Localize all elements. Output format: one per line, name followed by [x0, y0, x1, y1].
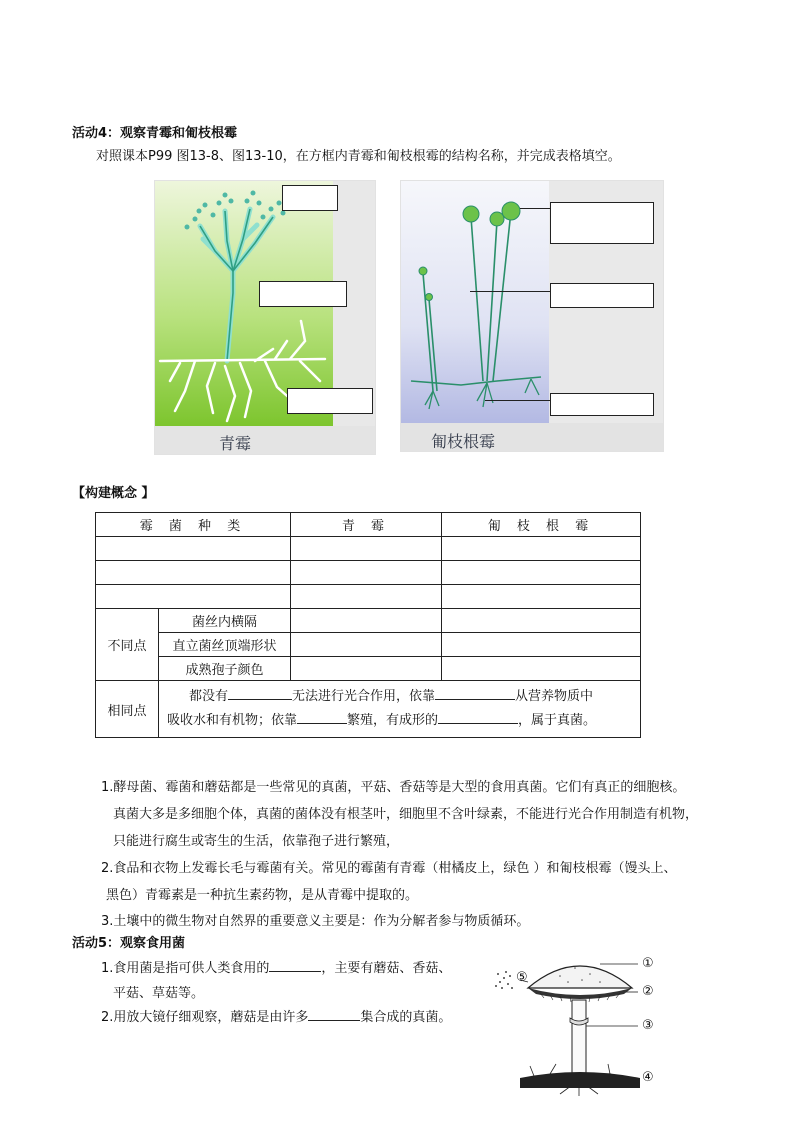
same-label: 相同点 — [96, 681, 159, 738]
note-2-line-1: 2.食品和衣物上发霉长毛与霉菌有关。常见的霉菌有青霉（柑橘皮上，绿色 ）和匍枝根霉（馒头上、 — [101, 861, 677, 876]
table-cell-blank[interactable] — [442, 585, 641, 609]
table-cell-blank[interactable] — [442, 537, 641, 561]
activity4-title: 活动4：观察青霉和匍枝根霉 — [72, 126, 238, 141]
table-header-type: 霉 菌 种 类 — [96, 513, 291, 537]
mushroom-diagram — [490, 946, 660, 1096]
table-cell-blank[interactable] — [442, 561, 641, 585]
penicillium-label-box-2[interactable] — [259, 281, 347, 307]
table-row — [96, 585, 641, 609]
fill-blank[interactable] — [435, 685, 515, 700]
table-cell-blank[interactable] — [291, 609, 442, 633]
table-cell-blank[interactable] — [291, 537, 442, 561]
rhizopus-label-box-1[interactable] — [550, 202, 654, 244]
table-cell-blank[interactable] — [442, 633, 641, 657]
diff-row-label: 成熟孢子颜色 — [159, 657, 291, 681]
table-cell-blank[interactable] — [96, 585, 291, 609]
activity4-instruction: 对照课本P99 图13-8、图13-10，在方框内青霉和匍枝根霉的结构名称，并完成表格填空。 — [96, 149, 621, 164]
same-text: 吸收水和有机物；依靠 — [167, 713, 298, 728]
penicillium-caption: 青霉 — [219, 434, 252, 453]
table-row — [96, 609, 641, 633]
activity5-q1 — [101, 955, 451, 982]
fill-blank[interactable] — [308, 1006, 360, 1021]
mushroom-label-4: ④ — [642, 1070, 654, 1085]
table-cell-blank[interactable] — [291, 585, 442, 609]
activity5-q2 — [101, 1004, 451, 1031]
fill-blank[interactable] — [228, 685, 292, 700]
penicillium-label-box-1[interactable] — [282, 185, 338, 211]
mushroom-label-2: ② — [642, 984, 654, 999]
note-2-line-2: 黑色）青霉素是一种抗生素药物，是从青霉中提取的。 — [106, 888, 419, 903]
same-text: 从营养物质中 — [515, 689, 594, 704]
activity5-title: 活动5：观察食用菌 — [72, 936, 186, 951]
q1-text: ，主要有蘑菇、香菇、 — [321, 961, 452, 976]
q1-text: 1.食用菌是指可供人类食用的 — [101, 961, 270, 976]
mushroom-label-3: ③ — [642, 1018, 654, 1033]
connector-line — [520, 208, 550, 209]
table-header-rhizopus: 匍 枝 根 霉 — [442, 513, 641, 537]
table-row — [96, 633, 641, 657]
same-text: 繁殖，有成形的 — [347, 713, 439, 728]
note-1-line-3: 只能进行腐生或寄生的生活，依靠孢子进行繁殖， — [113, 834, 400, 849]
note-1-line-2: 真菌大多是多细胞个体，真菌的菌体没有根茎叶，细胞里不含叶绿素，不能进行光合作用制造有机物， — [113, 807, 699, 822]
table-cell-blank[interactable] — [442, 657, 641, 681]
table-cell-blank[interactable] — [96, 561, 291, 585]
table-cell-blank[interactable] — [96, 537, 291, 561]
fill-blank[interactable] — [438, 709, 518, 724]
note-1-line-1: 1.酵母菌、霉菌和蘑菇都是一些常见的真菌，平菇、香菇等是大型的食用真菌。它们有真正的细胞核。 — [101, 780, 686, 795]
table-cell-blank[interactable] — [291, 633, 442, 657]
table-row — [96, 537, 641, 561]
concept-heading: 【构建概念 】 — [72, 486, 155, 501]
diff-row-label: 直立菌丝顶端形状 — [159, 633, 291, 657]
rhizopus-label-box-2[interactable] — [550, 283, 654, 308]
table-cell-blank[interactable] — [291, 657, 442, 681]
rhizopus-caption: 匍枝根霉 — [431, 432, 496, 451]
table-row — [96, 681, 641, 738]
same-description — [159, 681, 641, 738]
mold-comparison-table — [95, 512, 641, 738]
connector-line — [470, 291, 550, 292]
penicillium-label-box-3[interactable] — [287, 388, 373, 414]
same-text: 都没有 — [189, 689, 229, 704]
same-text: ，属于真菌。 — [518, 713, 597, 728]
note-3: 3.土壤中的微生物对自然界的重要意义主要是：作为分解者参与物质循环。 — [101, 914, 530, 929]
mushroom-label-5: ⑤ — [516, 970, 528, 985]
q2-text: 集合成的真菌。 — [360, 1010, 452, 1025]
diff-row-label: 菌丝内横隔 — [159, 609, 291, 633]
fill-blank[interactable] — [269, 957, 321, 972]
table-row — [96, 657, 641, 681]
fill-blank[interactable] — [297, 709, 347, 724]
connector-line — [485, 400, 550, 401]
table-header-penicillium: 青 霉 — [291, 513, 442, 537]
rhizopus-label-box-3[interactable] — [550, 393, 654, 416]
q2-text: 2.用放大镜仔细观察，蘑菇是由许多 — [101, 1010, 309, 1025]
same-text: 无法进行光合作用，依靠 — [292, 689, 436, 704]
mushroom-label-1: ① — [642, 956, 654, 971]
table-cell-blank[interactable] — [442, 609, 641, 633]
table-header-row — [96, 513, 641, 537]
activity5-q1-line-2: 平菇、草菇等。 — [113, 986, 205, 1001]
table-cell-blank[interactable] — [291, 561, 442, 585]
diff-label: 不同点 — [96, 609, 159, 681]
table-row — [96, 561, 641, 585]
